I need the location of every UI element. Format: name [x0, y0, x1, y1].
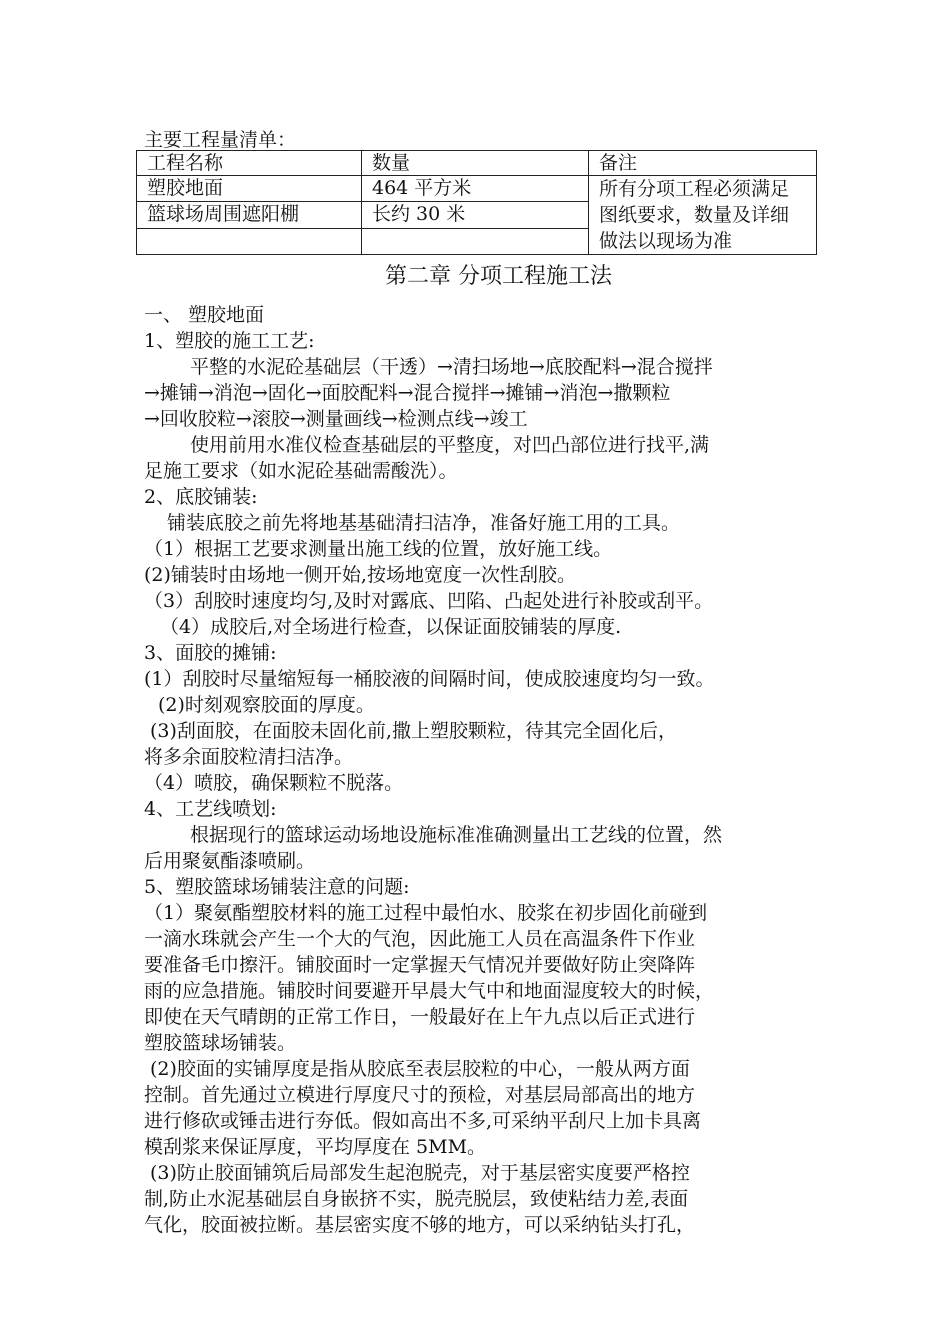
list-item: （4）成胶后,对全场进行检查，以保证面胶铺装的厚度.: [160, 616, 622, 638]
chapter-title: 第二章 分项工程施工法: [385, 264, 612, 289]
body-line: 后用聚氨酯漆喷刷。: [144, 850, 316, 872]
header-cell: 数量: [362, 151, 589, 176]
body-line: 使用前用水准仪检查基础层的平整度，对凹凸部位进行找平,满: [190, 434, 710, 456]
header-cell: 备注: [589, 151, 817, 176]
body-line: 制,防止水泥基础层自身嵌挤不实，脱壳脱层，致使粘结力差,表面: [144, 1188, 689, 1210]
body-line: 足施工要求（如水泥砼基础需酸洗）。: [144, 460, 458, 482]
body-line: 塑胶篮球场铺装。: [144, 1032, 297, 1054]
subsection-heading: 5、塑胶篮球场铺装注意的问题:: [144, 876, 410, 898]
body-line: 要准备毛巾擦汗。铺胶面时一定掌握天气情况并要做好防止突降阵: [144, 954, 696, 976]
subsection-heading: 3、面胶的摊铺:: [144, 642, 277, 664]
list-item: （1）聚氨酯塑胶材料的施工过程中最怕水、胶浆在初步固化前碰到: [144, 902, 708, 924]
table-cell: [137, 228, 362, 254]
list-item: (2)胶面的实铺厚度是指从胶底至表层胶粒的中心，一般从两方面: [150, 1058, 690, 1080]
section-heading: 一、 塑胶地面: [144, 304, 265, 326]
quantity-table: [136, 150, 817, 255]
list-item: (2)铺装时由场地一侧开始,按场地宽度一次性刮胶。: [144, 564, 576, 586]
body-line: →摊铺→消泡→固化→面胶配料→混合搅拌→摊铺→消泡→撒颗粒: [144, 382, 671, 404]
body-line: 即使在天气晴朗的正常工作日，一般最好在上午九点以后正式进行: [144, 1006, 696, 1028]
body-line: 控制。首先通过立模进行厚度尺寸的预检，对基层局部高出的地方: [144, 1084, 696, 1106]
table-cell: 篮球场周围遮阳棚: [137, 202, 362, 228]
list-item: (3)刮面胶，在面胶未固化前,撒上塑胶颗粒，待其完全固化后，: [150, 720, 677, 742]
list-item: (2)时刻观察胶面的厚度。: [158, 694, 375, 716]
list-item: (1）刮胶时尽量缩短每一桶胶液的间隔时间，使成胶速度均匀一致。: [144, 668, 715, 690]
body-line: 一滴水珠就会产生一个大的气泡，因此施工人员在高温条件下作业: [144, 928, 696, 950]
subsection-heading: 2、底胶铺装:: [144, 486, 258, 508]
table-header-row: [137, 151, 817, 176]
body-line: 根据现行的篮球运动场地设施标准准确测量出工艺线的位置，然: [190, 824, 723, 846]
body-line: 模刮浆来保证厚度，平均厚度在 5MM。: [144, 1136, 487, 1158]
list-item: (3)防止胶面铺筑后局部发生起泡脱壳，对于基层密实度要严格控: [150, 1162, 690, 1184]
body-line: →回收胶粒→滚胶→测量画线→检测点线→竣工: [144, 408, 528, 430]
subsection-heading: 4、工艺线喷划:: [144, 798, 277, 820]
header-cell: 工程名称: [137, 151, 362, 176]
body-line: 平整的水泥砼基础层（干透）→清扫场地→底胶配料→混合搅拌: [190, 356, 713, 378]
list-item: （1）根据工艺要求测量出施工线的位置，放好施工线。: [144, 538, 613, 560]
body-line: 雨的应急措施。铺胶时间要避开早晨大气中和地面湿度较大的时候，: [144, 980, 715, 1002]
list-item: （4）喷胶，确保颗粒不脱落。: [144, 772, 404, 794]
subsection-heading: 1、塑胶的施工工艺:: [144, 330, 315, 352]
note-cell: 所有分项工程必须满足图纸要求，数量及详细做法以现场为准: [589, 176, 817, 255]
body-line: 铺装底胶之前先将地基基础清扫洁净，准备好施工用的工具。: [167, 512, 681, 534]
body-line: 进行修砍或锤击进行夯低。假如高出不多,可采纳平刮尺上加卡具离: [144, 1110, 702, 1132]
body-line: 将多余面胶粒清扫洁净。: [144, 746, 354, 768]
table-cell: 长约 30 米: [362, 202, 589, 228]
list-item: （3）刮胶时速度均匀,及时对露底、凹陷、凸起处进行补胶或刮平。: [144, 590, 714, 612]
table-cell: 464 平方米: [362, 176, 589, 202]
table-row: [137, 176, 817, 202]
table-title: 主要工程量清单：: [144, 129, 297, 151]
table-cell: [362, 228, 589, 254]
body-line: 气化，胶面被拉断。基层密实度不够的地方，可以采纳钻头打孔，: [144, 1214, 696, 1236]
table-cell: 塑胶地面: [137, 176, 362, 202]
